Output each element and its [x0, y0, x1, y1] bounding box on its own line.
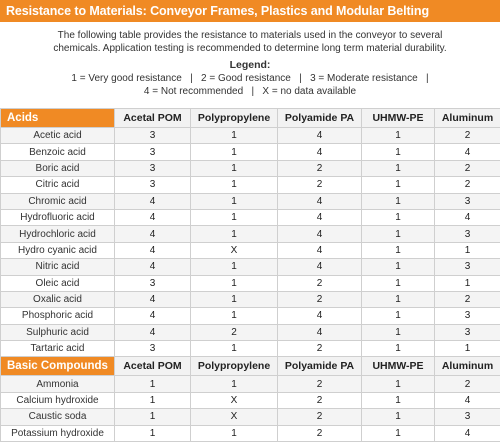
- column-header: Polyamide PA: [278, 109, 362, 128]
- table-row: [1, 308, 500, 324]
- resistance-value: 3: [115, 160, 191, 176]
- resistance-value: 4: [115, 193, 191, 209]
- resistance-value: 4: [278, 324, 362, 340]
- resistance-value: 1: [435, 341, 500, 357]
- resistance-value: 4: [115, 324, 191, 340]
- resistance-value: 1: [191, 425, 278, 441]
- resistance-value: 1: [115, 376, 191, 392]
- column-header: Polyamide PA: [278, 357, 362, 376]
- chemical-name: Potassium hydroxide: [1, 425, 115, 441]
- resistance-value: 3: [435, 193, 500, 209]
- resistance-value: 3: [115, 128, 191, 144]
- table-row: [1, 160, 500, 176]
- column-header: Aluminum: [435, 109, 500, 128]
- chemical-name: Ammonia: [1, 376, 115, 392]
- resistance-value: 1: [362, 392, 435, 408]
- section-header-row: [1, 357, 500, 376]
- column-header: UHMW-PE: [362, 357, 435, 376]
- table-row: [1, 425, 500, 441]
- resistance-value: 4: [115, 308, 191, 324]
- section-title: Acids: [1, 109, 115, 128]
- resistance-value: 1: [362, 226, 435, 242]
- resistance-value: 1: [362, 160, 435, 176]
- chemical-name: Hydrofluoric acid: [1, 209, 115, 225]
- resistance-value: 1: [191, 144, 278, 160]
- resistance-value: 4: [278, 308, 362, 324]
- resistance-value: X: [191, 409, 278, 425]
- resistance-value: 1: [191, 259, 278, 275]
- resistance-value: 2: [435, 177, 500, 193]
- resistance-value: 3: [435, 409, 500, 425]
- table-row: [1, 259, 500, 275]
- chemical-name: Sulphuric acid: [1, 324, 115, 340]
- table-row: [1, 409, 500, 425]
- legend-line: 4 = Not recommended | X = no data available: [143, 86, 357, 97]
- table-row: [1, 341, 500, 357]
- resistance-value: 1: [191, 341, 278, 357]
- chemical-name: Benzoic acid: [1, 144, 115, 160]
- table-row: [1, 392, 500, 408]
- resistance-value: 1: [435, 275, 500, 291]
- resistance-value: 1: [362, 275, 435, 291]
- resistance-value: 4: [115, 291, 191, 307]
- resistance-value: 1: [362, 209, 435, 225]
- chemical-name: Hydrochloric acid: [1, 226, 115, 242]
- resistance-value: 2: [435, 128, 500, 144]
- column-header: UHMW-PE: [362, 109, 435, 128]
- table-row: [1, 209, 500, 225]
- resistance-value: 4: [278, 144, 362, 160]
- column-header: Acetal POM: [115, 109, 191, 128]
- resistance-value: X: [191, 242, 278, 258]
- resistance-value: 4: [435, 425, 500, 441]
- resistance-value: 1: [115, 409, 191, 425]
- table-row: [1, 193, 500, 209]
- resistance-table: [0, 108, 500, 442]
- resistance-value: 3: [115, 341, 191, 357]
- chemical-name: Chromic acid: [1, 193, 115, 209]
- resistance-value: 1: [362, 376, 435, 392]
- resistance-value: 1: [362, 193, 435, 209]
- resistance-value: 3: [115, 275, 191, 291]
- resistance-value: 3: [435, 259, 500, 275]
- resistance-value: 1: [435, 242, 500, 258]
- resistance-value: 2: [435, 291, 500, 307]
- table-row: [1, 376, 500, 392]
- resistance-value: 1: [191, 308, 278, 324]
- resistance-value: 1: [362, 308, 435, 324]
- resistance-value: 2: [278, 341, 362, 357]
- resistance-value: 1: [362, 128, 435, 144]
- resistance-value: 4: [435, 144, 500, 160]
- section-header-row: [1, 109, 500, 128]
- resistance-value: 2: [278, 376, 362, 392]
- resistance-value: 3: [115, 177, 191, 193]
- intro-line: chemicals. Application testing is recommended to determine long term material durability.: [53, 42, 447, 54]
- resistance-value: 4: [278, 242, 362, 258]
- column-header: Acetal POM: [115, 357, 191, 376]
- resistance-value: 4: [435, 209, 500, 225]
- resistance-value: 1: [362, 425, 435, 441]
- chemical-name: Nitric acid: [1, 259, 115, 275]
- resistance-value: 1: [191, 376, 278, 392]
- resistance-value: 1: [362, 341, 435, 357]
- resistance-value: 1: [191, 291, 278, 307]
- section-title: Basic Compounds: [1, 357, 115, 376]
- chemical-name: Oleic acid: [1, 275, 115, 291]
- column-header: Polypropylene: [191, 357, 278, 376]
- page-title: Resistance to Materials: Conveyor Frames, Plastics and Modular Belting: [0, 0, 500, 22]
- resistance-value: 1: [362, 177, 435, 193]
- table-row: [1, 226, 500, 242]
- resistance-value: 4: [278, 128, 362, 144]
- resistance-value: 1: [191, 177, 278, 193]
- intro-line: The following table provides the resistance to materials used in the conveyor to several: [57, 30, 443, 41]
- table-row: [1, 324, 500, 340]
- resistance-value: 1: [362, 291, 435, 307]
- resistance-value: 3: [435, 226, 500, 242]
- resistance-value: 2: [278, 392, 362, 408]
- resistance-value: 1: [362, 259, 435, 275]
- resistance-value: 3: [435, 324, 500, 340]
- table-row: [1, 128, 500, 144]
- resistance-value: 2: [278, 177, 362, 193]
- resistance-value: 4: [115, 242, 191, 258]
- resistance-value: 4: [115, 226, 191, 242]
- table-row: [1, 242, 500, 258]
- resistance-value: 1: [191, 128, 278, 144]
- resistance-value: 1: [362, 324, 435, 340]
- resistance-value: 4: [278, 209, 362, 225]
- chemical-name: Acetic acid: [1, 128, 115, 144]
- resistance-value: 1: [191, 226, 278, 242]
- resistance-value: 1: [191, 275, 278, 291]
- column-header: Aluminum: [435, 357, 500, 376]
- resistance-value: X: [191, 392, 278, 408]
- legend-title: Legend:: [229, 59, 271, 71]
- resistance-value: 2: [435, 160, 500, 176]
- resistance-value: 4: [115, 259, 191, 275]
- resistance-value: 3: [435, 308, 500, 324]
- resistance-value: 2: [278, 409, 362, 425]
- resistance-value: 2: [278, 291, 362, 307]
- resistance-value: 1: [115, 425, 191, 441]
- resistance-value: 4: [115, 209, 191, 225]
- chemical-name: Citric acid: [1, 177, 115, 193]
- table-row: [1, 275, 500, 291]
- chemical-name: Calcium hydroxide: [1, 392, 115, 408]
- resistance-value: 2: [278, 275, 362, 291]
- resistance-value: 2: [191, 324, 278, 340]
- resistance-value: 1: [191, 160, 278, 176]
- resistance-value: 1: [362, 144, 435, 160]
- resistance-value: 2: [278, 425, 362, 441]
- resistance-value: 3: [115, 144, 191, 160]
- resistance-value: 4: [435, 392, 500, 408]
- resistance-value: 1: [362, 409, 435, 425]
- resistance-value: 1: [115, 392, 191, 408]
- legend-line: 1 = Very good resistance | 2 = Good resistance | 3 = Moderate resistance |: [71, 73, 429, 84]
- chemical-name: Oxalic acid: [1, 291, 115, 307]
- resistance-value: 2: [435, 376, 500, 392]
- table-row: [1, 144, 500, 160]
- chemical-name: Boric acid: [1, 160, 115, 176]
- chemical-name: Hydro cyanic acid: [1, 242, 115, 258]
- chemical-name: Tartaric acid: [1, 341, 115, 357]
- chemical-name: Caustic soda: [1, 409, 115, 425]
- intro-text: [0, 30, 500, 55]
- resistance-value: 1: [362, 242, 435, 258]
- table-row: [1, 177, 500, 193]
- resistance-value: 1: [191, 193, 278, 209]
- resistance-value: 4: [278, 226, 362, 242]
- resistance-value: 2: [278, 160, 362, 176]
- resistance-value: 1: [191, 209, 278, 225]
- column-header: Polypropylene: [191, 109, 278, 128]
- chemical-name: Phosphoric acid: [1, 308, 115, 324]
- table-row: [1, 291, 500, 307]
- resistance-value: 4: [278, 193, 362, 209]
- resistance-value: 4: [278, 259, 362, 275]
